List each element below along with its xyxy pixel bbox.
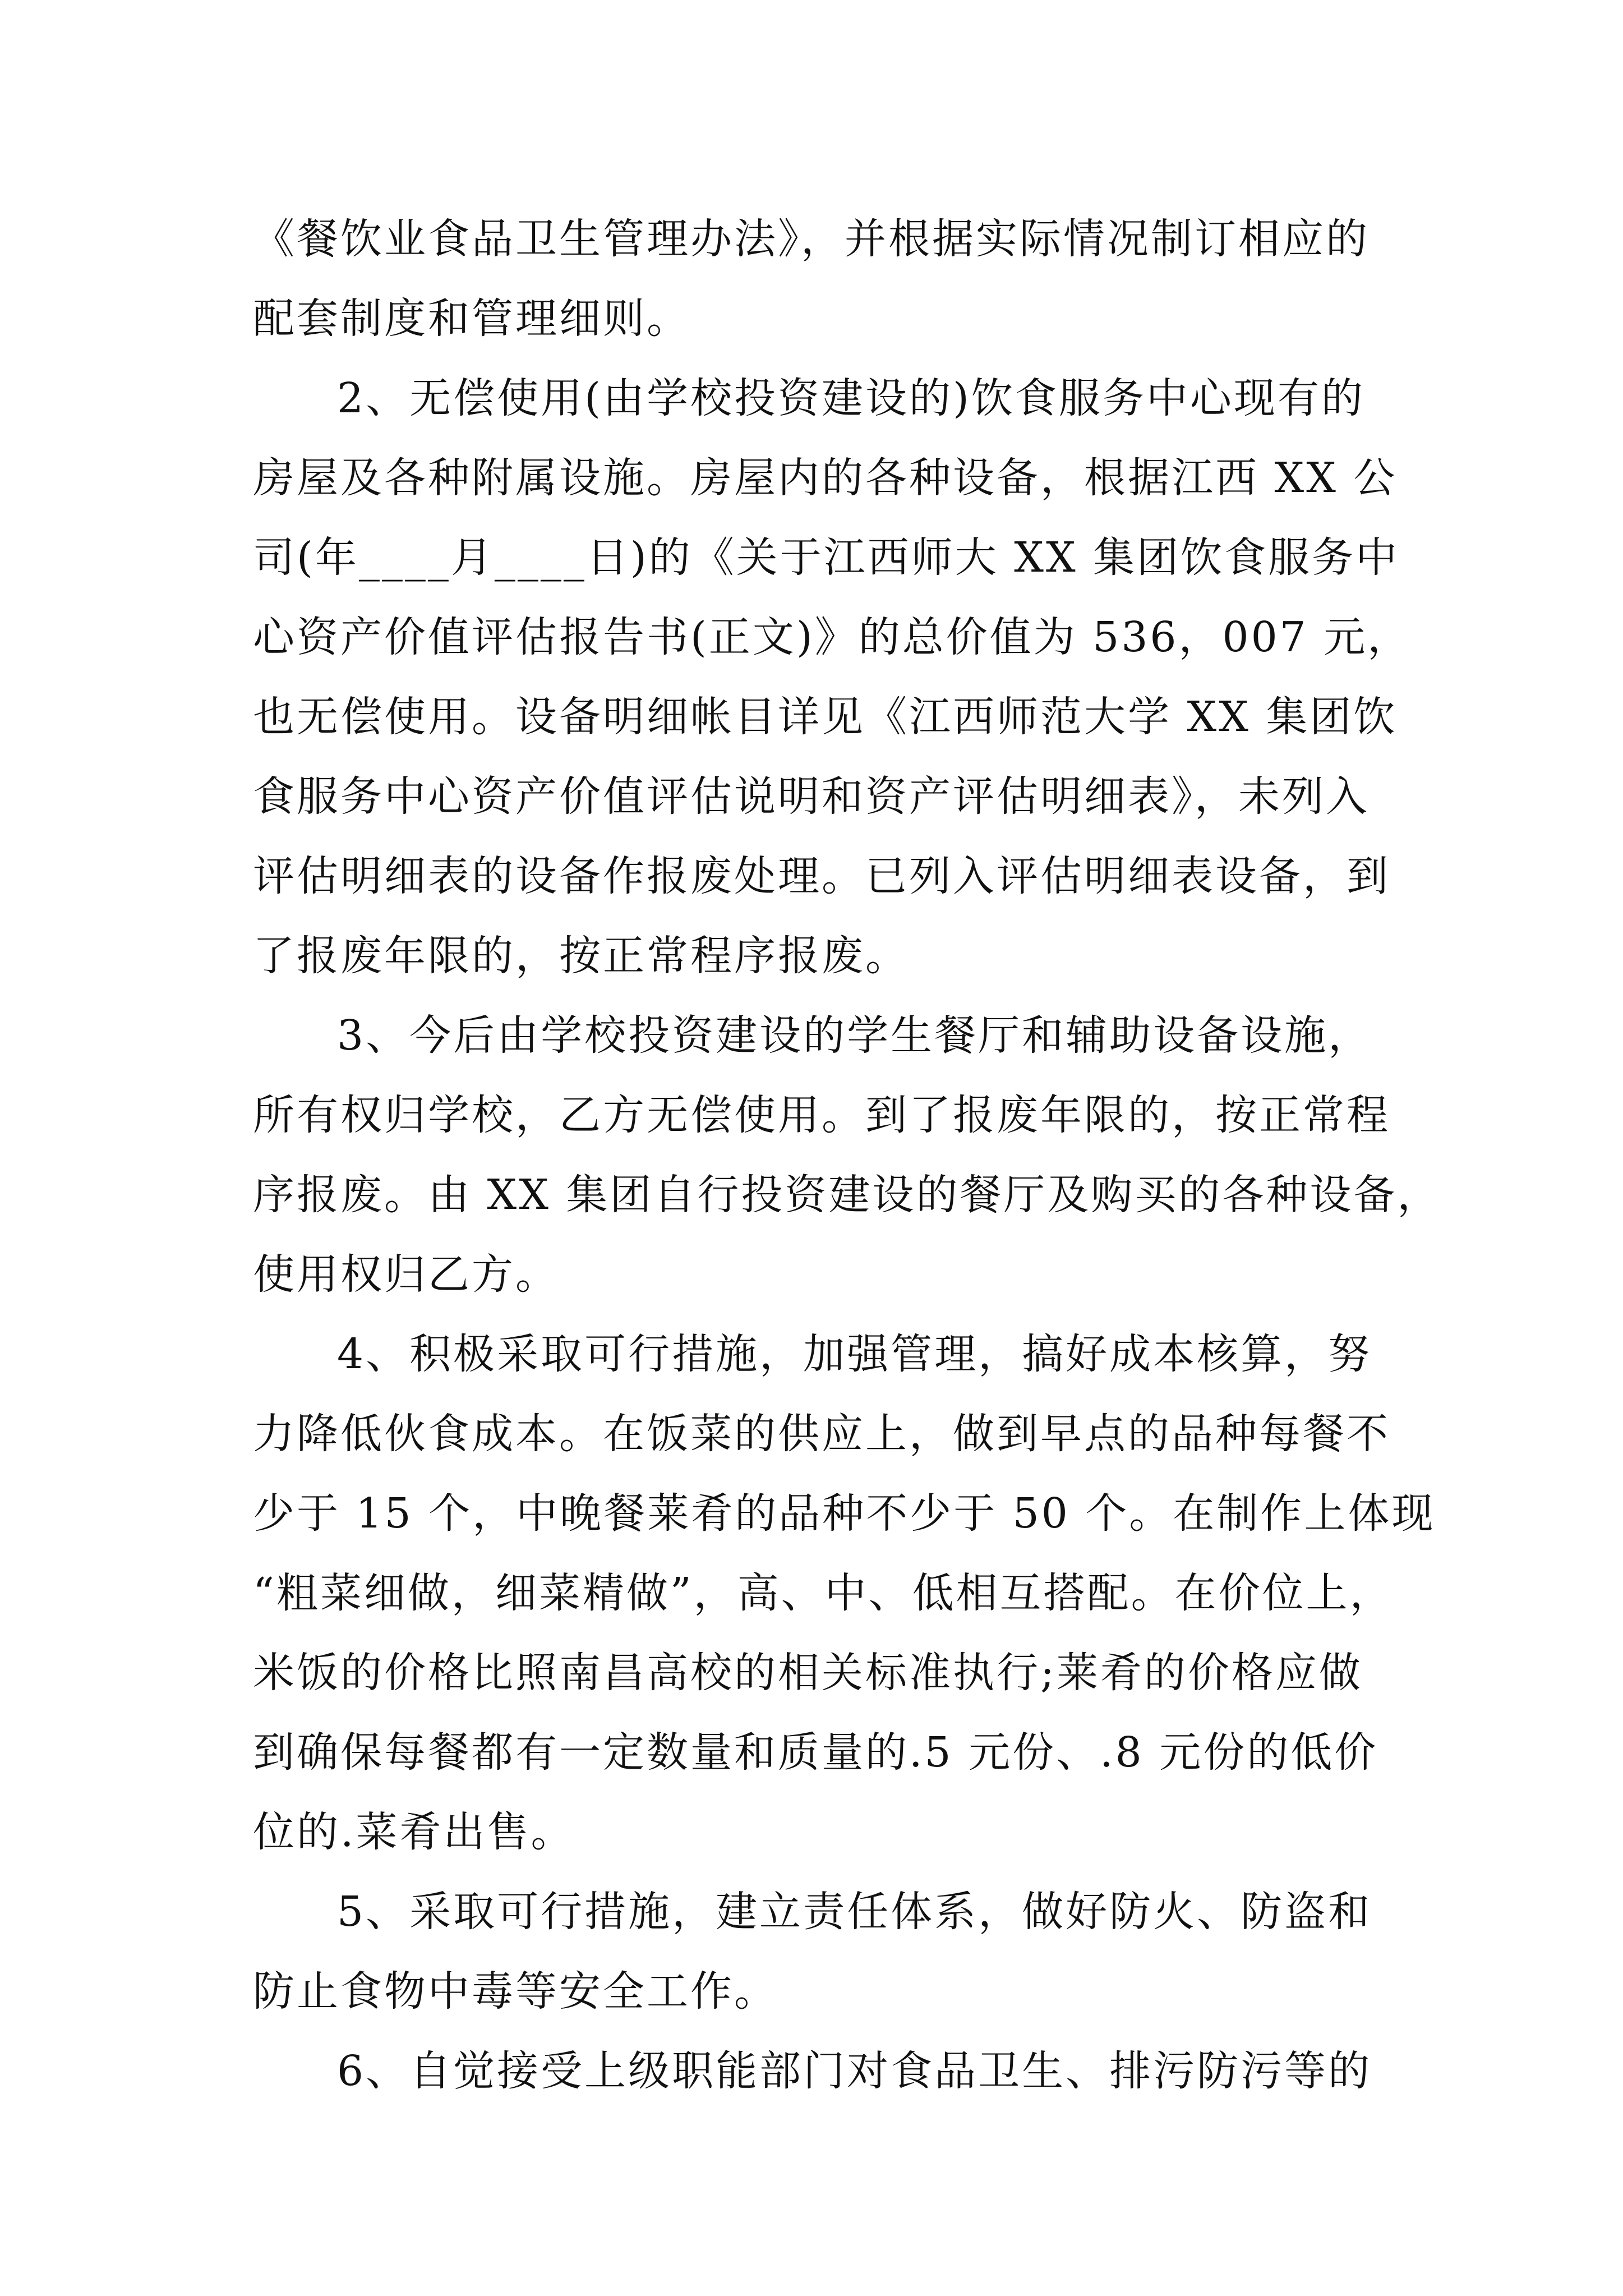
text-line: “粗菜细做，细菜精做”，高、中、低相互搭配。在价位上， bbox=[253, 1569, 1394, 1617]
text-line: 配套制度和管理细则。 bbox=[253, 295, 690, 343]
text-line: 米饭的价格比照南昌高校的相关标准执行;莱肴的价格应做 bbox=[253, 1649, 1363, 1697]
text-line: 房屋及各种附属设施。房屋内的各种设备，根据江西 XX 公 bbox=[253, 454, 1398, 502]
text-line: 也无偿使用。设备明细帐目详见《江西师范大学 XX 集团饮 bbox=[253, 693, 1398, 741]
text-line: 心资产价值评估报告书(正文)》的总价值为 536，007 元， bbox=[253, 613, 1412, 661]
text-line: 食服务中心资产价值评估说明和资产评估明细表》，未列入 bbox=[253, 772, 1370, 821]
paragraph-start-line: 2、无偿使用(由学校投资建设的)饮食服务中心现有的 bbox=[337, 374, 1365, 422]
text-line: 到确保每餐都有一定数量和质量的.5 元份、.8 元份的低价 bbox=[253, 1728, 1378, 1777]
text-line: 使用权归乙方。 bbox=[253, 1250, 559, 1299]
paragraph-start-line: 3、今后由学校投资建设的学生餐厅和辅助设备设施， bbox=[337, 1011, 1372, 1060]
text-line: 力降低伙食成本。在饭菜的供应上，做到早点的品种每餐不 bbox=[253, 1410, 1390, 1458]
text-line: 司(年____月____日)的《关于江西师大 XX 集团饮食服务中 bbox=[253, 533, 1400, 582]
text-line: 评估明细表的设备作报废处理。已列入评估明细表设备，到 bbox=[253, 852, 1390, 900]
paragraph-start-line: 6、自觉接受上级职能部门对食品卫生、排污防污等的 bbox=[337, 2047, 1372, 2095]
text-line: 位的.菜肴出售。 bbox=[253, 1808, 575, 1856]
text-line: 防止食物中毒等安全工作。 bbox=[253, 1967, 778, 2016]
paragraph-start-line: 5、采取可行措施，建立责任体系，做好防火、防盗和 bbox=[337, 1888, 1372, 1936]
text-line: 《餐饮业食品卫生管理办法》，并根据实际情况制订相应的 bbox=[253, 215, 1370, 263]
document-body bbox=[253, 199, 1441, 2111]
text-line: 序报废。由 XX 集团自行投资建设的餐厅及购买的各种设备， bbox=[253, 1171, 1441, 1219]
text-line: 少于 15 个，中晚餐莱肴的品种不少于 50 个。在制作上体现 bbox=[253, 1489, 1436, 1538]
text-line: 了报废年限的，按正常程序报废。 bbox=[253, 932, 909, 980]
text-line: 所有权归学校，乙方无偿使用。到了报废年限的，按正常程 bbox=[253, 1091, 1390, 1139]
paragraph-start-line: 4、积极采取可行措施，加强管理，搞好成本核算，努 bbox=[337, 1330, 1372, 1378]
